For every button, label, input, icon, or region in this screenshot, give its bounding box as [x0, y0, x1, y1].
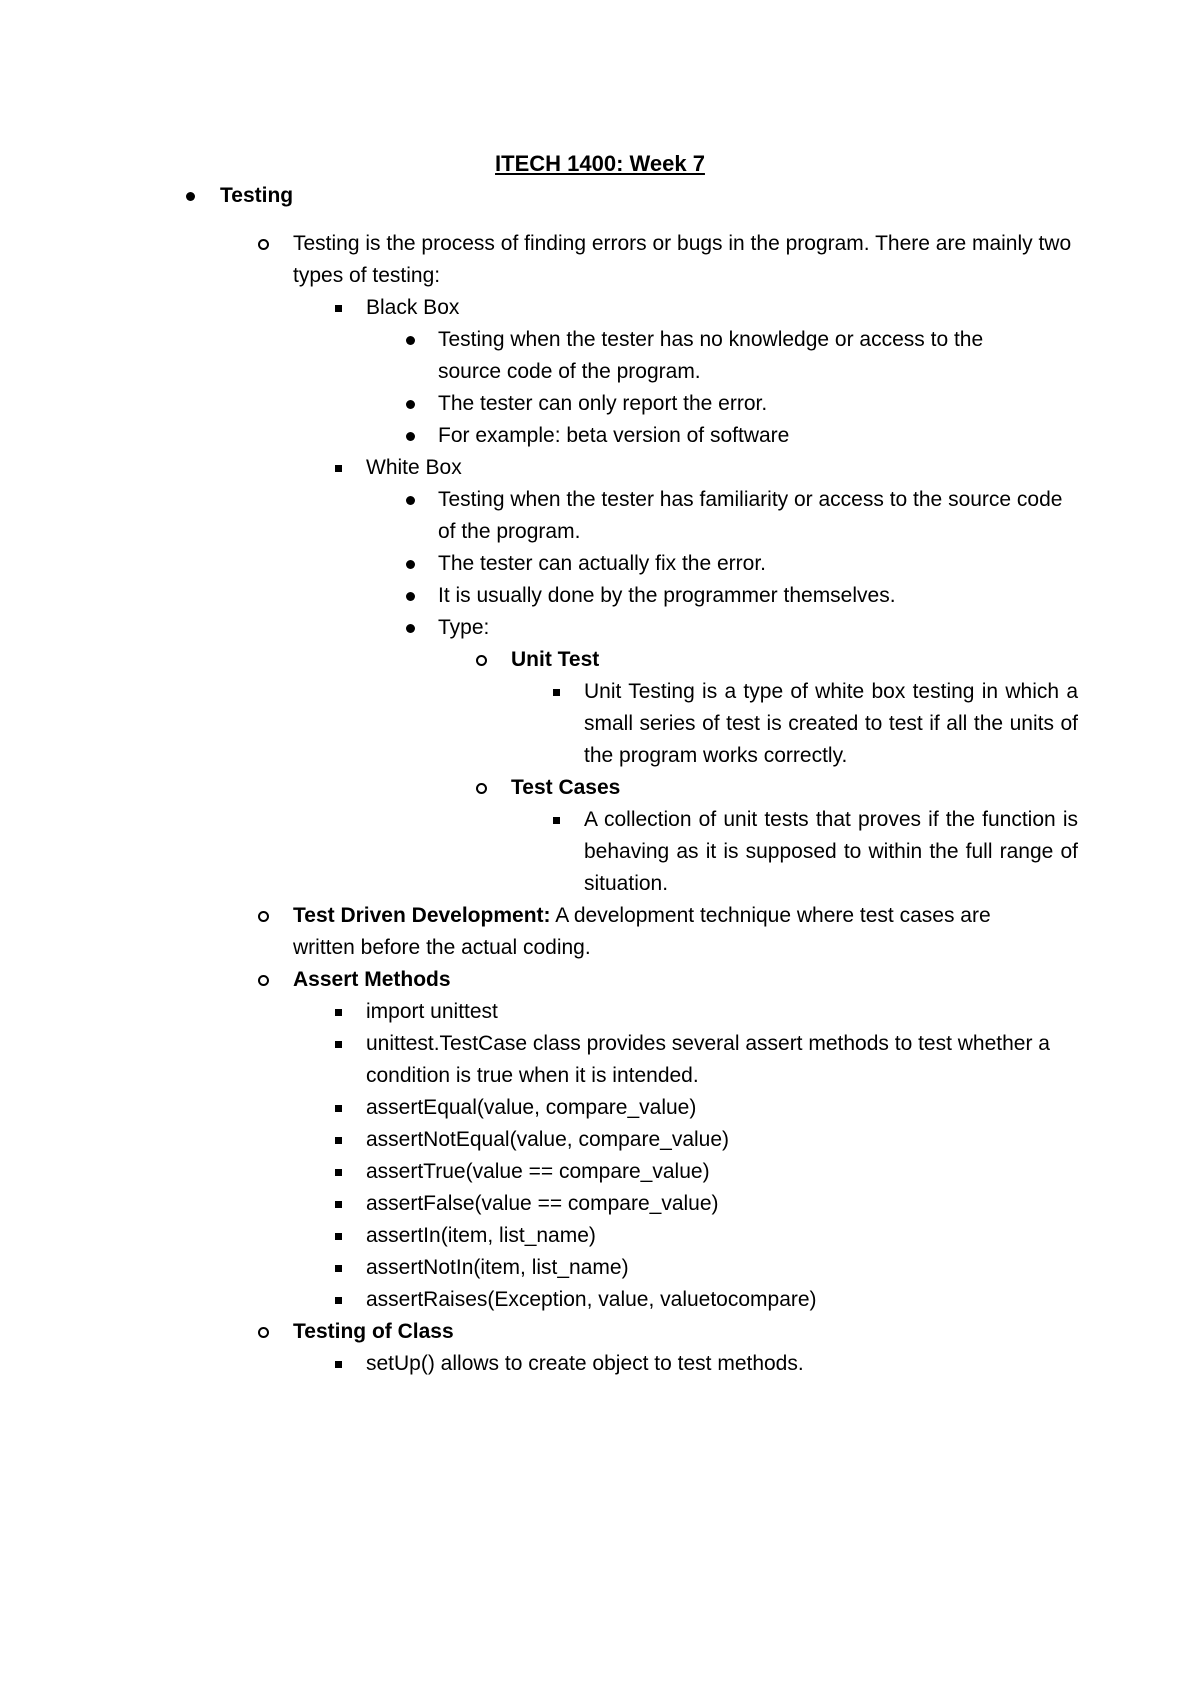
item-text: assertTrue(value == compare_value): [366, 1160, 710, 1183]
item-label: Assert Methods: [293, 968, 451, 991]
list-item-black-box: [366, 292, 1090, 324]
list-item-test-cases: [511, 772, 1090, 804]
bullet-dot-icon: [180, 180, 200, 212]
item-text: Black Box: [366, 296, 460, 319]
list-item-testing: [220, 180, 1100, 212]
list-item-unit-test: [511, 644, 1090, 676]
bullet-square-icon: [328, 1188, 348, 1220]
list-item-unit-test-desc: [584, 676, 1078, 772]
bullet-circle-icon: [253, 228, 273, 260]
bullet-square-icon: [328, 1252, 348, 1284]
list-item-wb-2: [438, 548, 1090, 580]
bullet-dot-icon: [400, 324, 420, 356]
list-item-white-box: [366, 452, 1090, 484]
bullet-square-icon: [328, 1220, 348, 1252]
bullet-square-icon: [328, 996, 348, 1028]
bullet-dot-icon: [400, 484, 420, 516]
item-text: White Box: [366, 456, 462, 479]
list-item-wb-3: [438, 580, 1090, 612]
bullet-dot-icon: [400, 388, 420, 420]
item-text: A collection of unit tests that proves if the function is behaving as it is supposed to within the full range of situation.: [584, 808, 1078, 895]
list-item-test-cases-desc: [584, 804, 1078, 900]
list-item-am-testcase: [366, 1028, 1090, 1092]
list-item-testing-desc: [293, 228, 1090, 292]
item-text: A development technique where test cases are written before the actual coding.: [293, 904, 991, 959]
bullet-circle-icon: [253, 964, 273, 996]
list-item-bb-1: [438, 324, 1038, 388]
item-text: Type:: [438, 616, 490, 639]
bullet-circle-icon: [471, 644, 491, 676]
list-item-am-not-equal: [366, 1124, 1090, 1156]
bullet-square-icon: [328, 1092, 348, 1124]
item-text: Testing when the tester has no knowledge or access to the source code of the program.: [438, 328, 984, 383]
bullet-circle-icon: [253, 1316, 273, 1348]
item-text: Unit Testing is a type of white box testing in which a small series of test is created to test if all the units of the program works correctly.: [584, 680, 1078, 767]
bullet-circle-icon: [253, 900, 273, 932]
list-item-am-in: [366, 1220, 1090, 1252]
bullet-square-icon: [546, 804, 566, 836]
item-label: Testing of Class: [293, 1320, 454, 1343]
bullet-square-icon: [328, 1124, 348, 1156]
list-item-assert-methods: [293, 964, 1090, 996]
item-text: assertFalse(value == compare_value): [366, 1192, 719, 1215]
item-text: The tester can only report the error.: [438, 392, 768, 415]
bullet-square-icon: [328, 1284, 348, 1316]
item-label: Testing: [220, 184, 294, 207]
list-item-wb-1: [438, 484, 1068, 548]
bullet-square-icon: [546, 676, 566, 708]
list-item-am-false: [366, 1188, 1090, 1220]
list-item-testing-class: [293, 1316, 1090, 1348]
item-text: Testing when the tester has familiarity or access to the source code of the program.: [438, 488, 1063, 543]
item-text: unittest.TestCase class provides several assert methods to test whether a condition is true when it is intended.: [366, 1032, 1050, 1087]
item-label: Test Cases: [511, 776, 621, 799]
bullet-circle-icon: [471, 772, 491, 804]
item-text: It is usually done by the programmer themselves.: [438, 584, 896, 607]
bullet-square-icon: [328, 1028, 348, 1060]
list-item-am-not-in: [366, 1252, 1090, 1284]
item-label: Unit Test: [511, 648, 600, 671]
bullet-dot-icon: [400, 548, 420, 580]
item-text: assertNotIn(item, list_name): [366, 1256, 629, 1279]
bullet-square-icon: [328, 1156, 348, 1188]
list-item-bb-2: [438, 388, 1090, 420]
item-text: assertNotEqual(value, compare_value): [366, 1128, 730, 1151]
page-title: ITECH 1400: Week 7: [495, 151, 705, 176]
bullet-square-icon: [328, 452, 348, 484]
item-text: assertRaises(Exception, value, valuetocompare): [366, 1288, 817, 1311]
item-text: assertIn(item, list_name): [366, 1224, 596, 1247]
item-text: For example: beta version of software: [438, 424, 790, 447]
list-item-tc-setup: [366, 1348, 1090, 1380]
item-text: Testing is the process of finding errors or bugs in the program. There are mainly two types of testing:: [293, 232, 1072, 287]
list-item-tdd: [293, 900, 1053, 964]
item-text: setUp() allows to create object to test methods.: [366, 1352, 804, 1375]
bullet-square-icon: [328, 292, 348, 324]
item-text: The tester can actually fix the error.: [438, 552, 766, 575]
list-item-am-equal: [366, 1092, 1090, 1124]
list-item-bb-3: [438, 420, 1090, 452]
item-text: import unittest: [366, 1000, 498, 1023]
bullet-dot-icon: [400, 612, 420, 644]
item-label: Test Driven Development:: [293, 904, 551, 927]
list-item-am-raises: [366, 1284, 1090, 1316]
list-item-am-import: [366, 996, 1090, 1028]
bullet-dot-icon: [400, 420, 420, 452]
bullet-dot-icon: [400, 580, 420, 612]
item-text: assertEqual(value, compare_value): [366, 1096, 697, 1119]
list-item-wb-type: [438, 612, 1090, 644]
bullet-square-icon: [328, 1348, 348, 1380]
list-item-am-true: [366, 1156, 1090, 1188]
